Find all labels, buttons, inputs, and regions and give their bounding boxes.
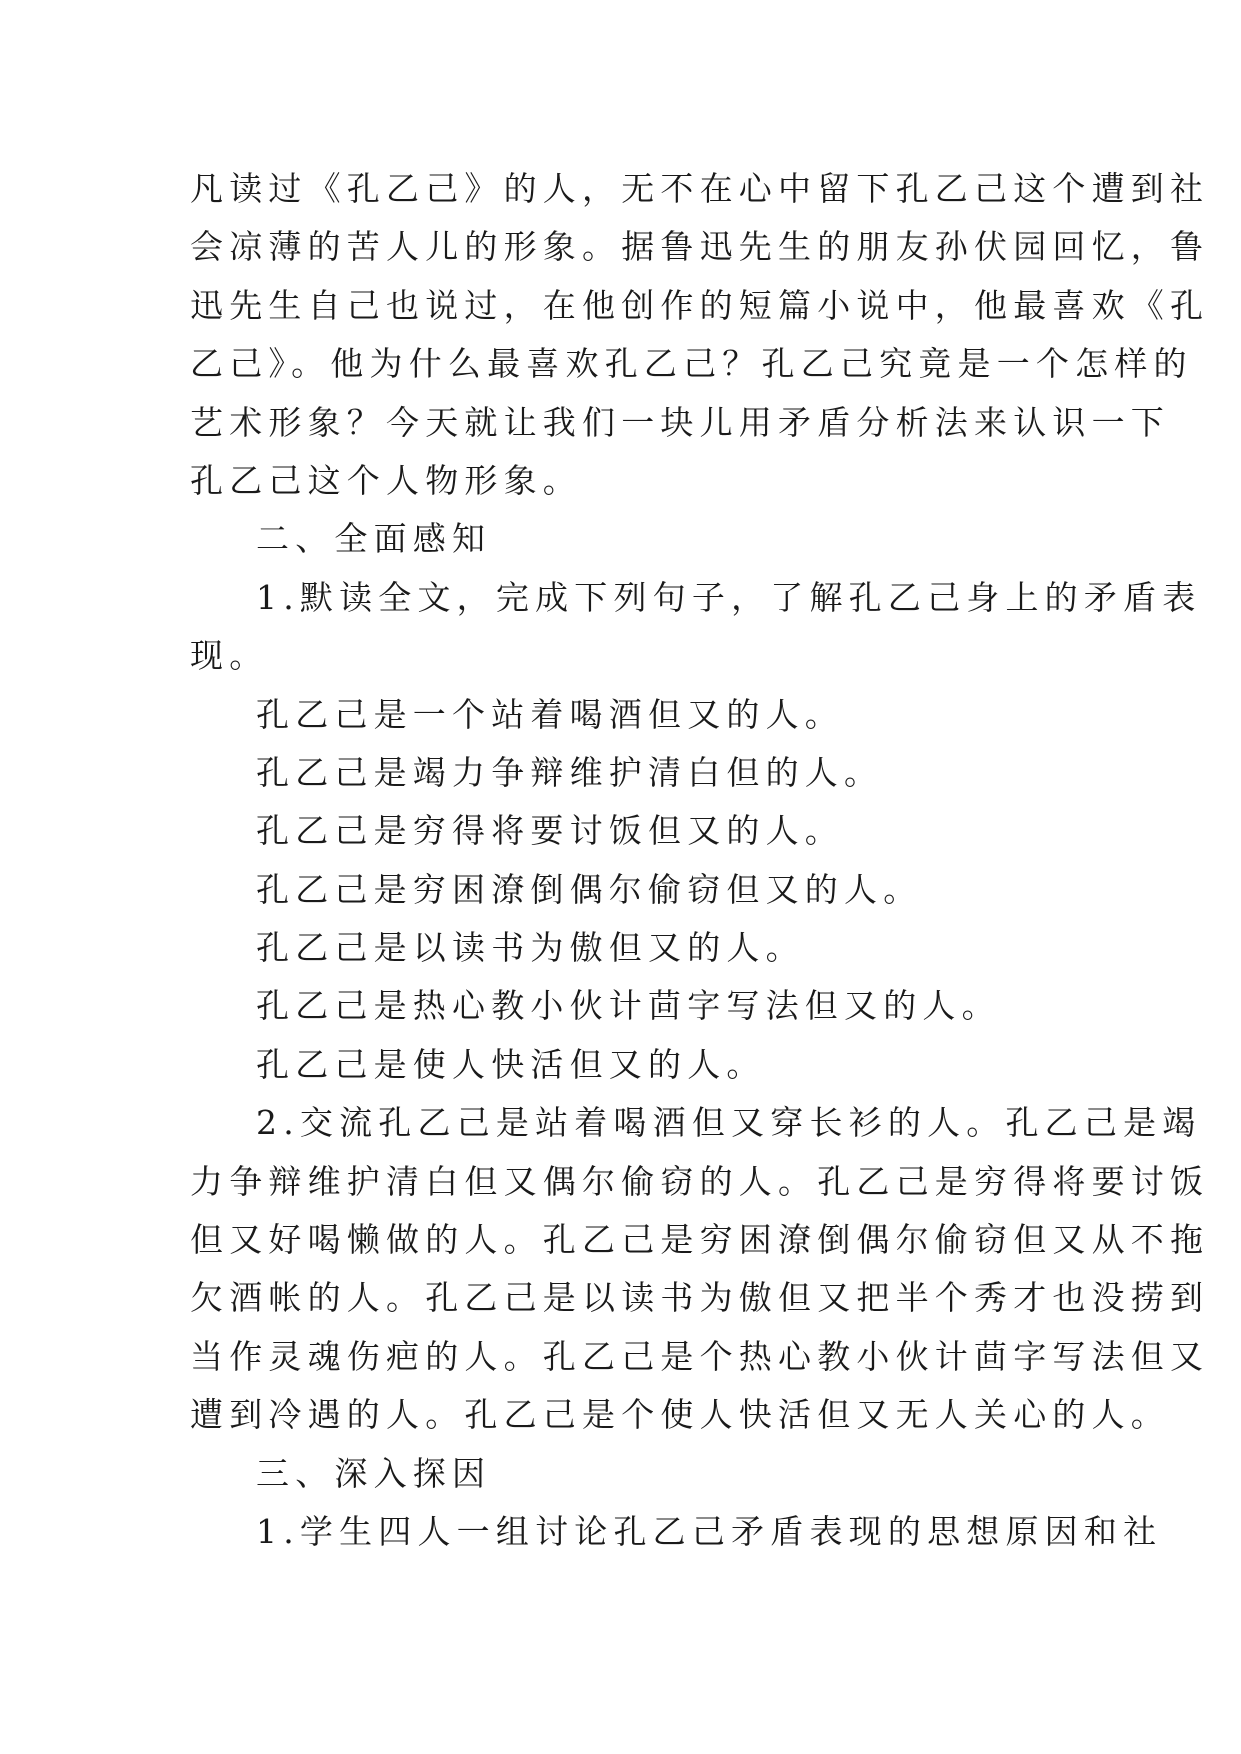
text-line: 凡读过《孔乙己》的人，无不在心中留下孔乙己这个遭到社 <box>190 169 1210 208</box>
text-line: 艺术形象？今天就让我们一块儿用矛盾分析法来认识一下 <box>190 402 1170 442</box>
section-heading: 二、全面感知 <box>256 519 492 559</box>
text-line: 乙己》。他为什么最喜欢孔乙己？孔乙己究竟是一个怎样的 <box>190 344 1193 384</box>
text-line: 1.默读全文，完成下列句子，了解孔乙己身上的矛盾表 <box>256 577 1202 617</box>
text-line: 孔乙己是一个站着喝酒但又的人。 <box>256 694 844 734</box>
text-line: 力争辩维护清白但又偶尔偷窃的人。孔乙己是穷得将要讨饭 <box>190 1161 1210 1201</box>
text-line: 现。 <box>190 636 269 676</box>
text-line: 孔乙己是竭力争辩维护清白但的人。 <box>256 752 884 792</box>
text-line: 孔乙己是以读书为傲但又的人。 <box>256 928 805 968</box>
text-line: 会凉薄的苦人儿的形象。据鲁迅先生的朋友孙伏园回忆，鲁 <box>190 227 1210 267</box>
body-text <box>190 160 1210 1561</box>
section-heading: 三、深入探因 <box>256 1453 492 1493</box>
text-line: 1.学生四人一组讨论孔乙己矛盾表现的思想原因和社 <box>256 1511 1163 1551</box>
text-line: 欠酒帐的人。孔乙己是以读书为傲但又把半个秀才也没捞到 <box>190 1278 1210 1318</box>
text-line: 孔乙己是穷得将要讨饭但又的人。 <box>256 811 844 851</box>
text-line: 孔乙己是使人快活但又的人。 <box>256 1044 766 1084</box>
text-line: 孔乙己这个人物形象。 <box>190 460 582 500</box>
text-line: 迅先生自己也说过，在他创作的短篇小说中，他最喜欢《孔 <box>190 285 1210 325</box>
text-line: 但又好喝懒做的人。孔乙己是穷困潦倒偶尔偷窃但又从不拖 <box>190 1220 1210 1260</box>
text-line: 孔乙己是热心教小伙计茴字写法但又的人。 <box>256 986 1001 1026</box>
text-line: 孔乙己是穷困潦倒偶尔偷窃但又的人。 <box>256 869 923 909</box>
text-line: 遭到冷遇的人。孔乙己是个使人快活但又无人关心的人。 <box>190 1395 1170 1435</box>
text-line: 2.交流孔乙己是站着喝酒但又穿长衫的人。孔乙己是竭 <box>256 1103 1202 1143</box>
text-line: 当作灵魂伤疤的人。孔乙己是个热心教小伙计茴字写法但又 <box>190 1336 1210 1376</box>
